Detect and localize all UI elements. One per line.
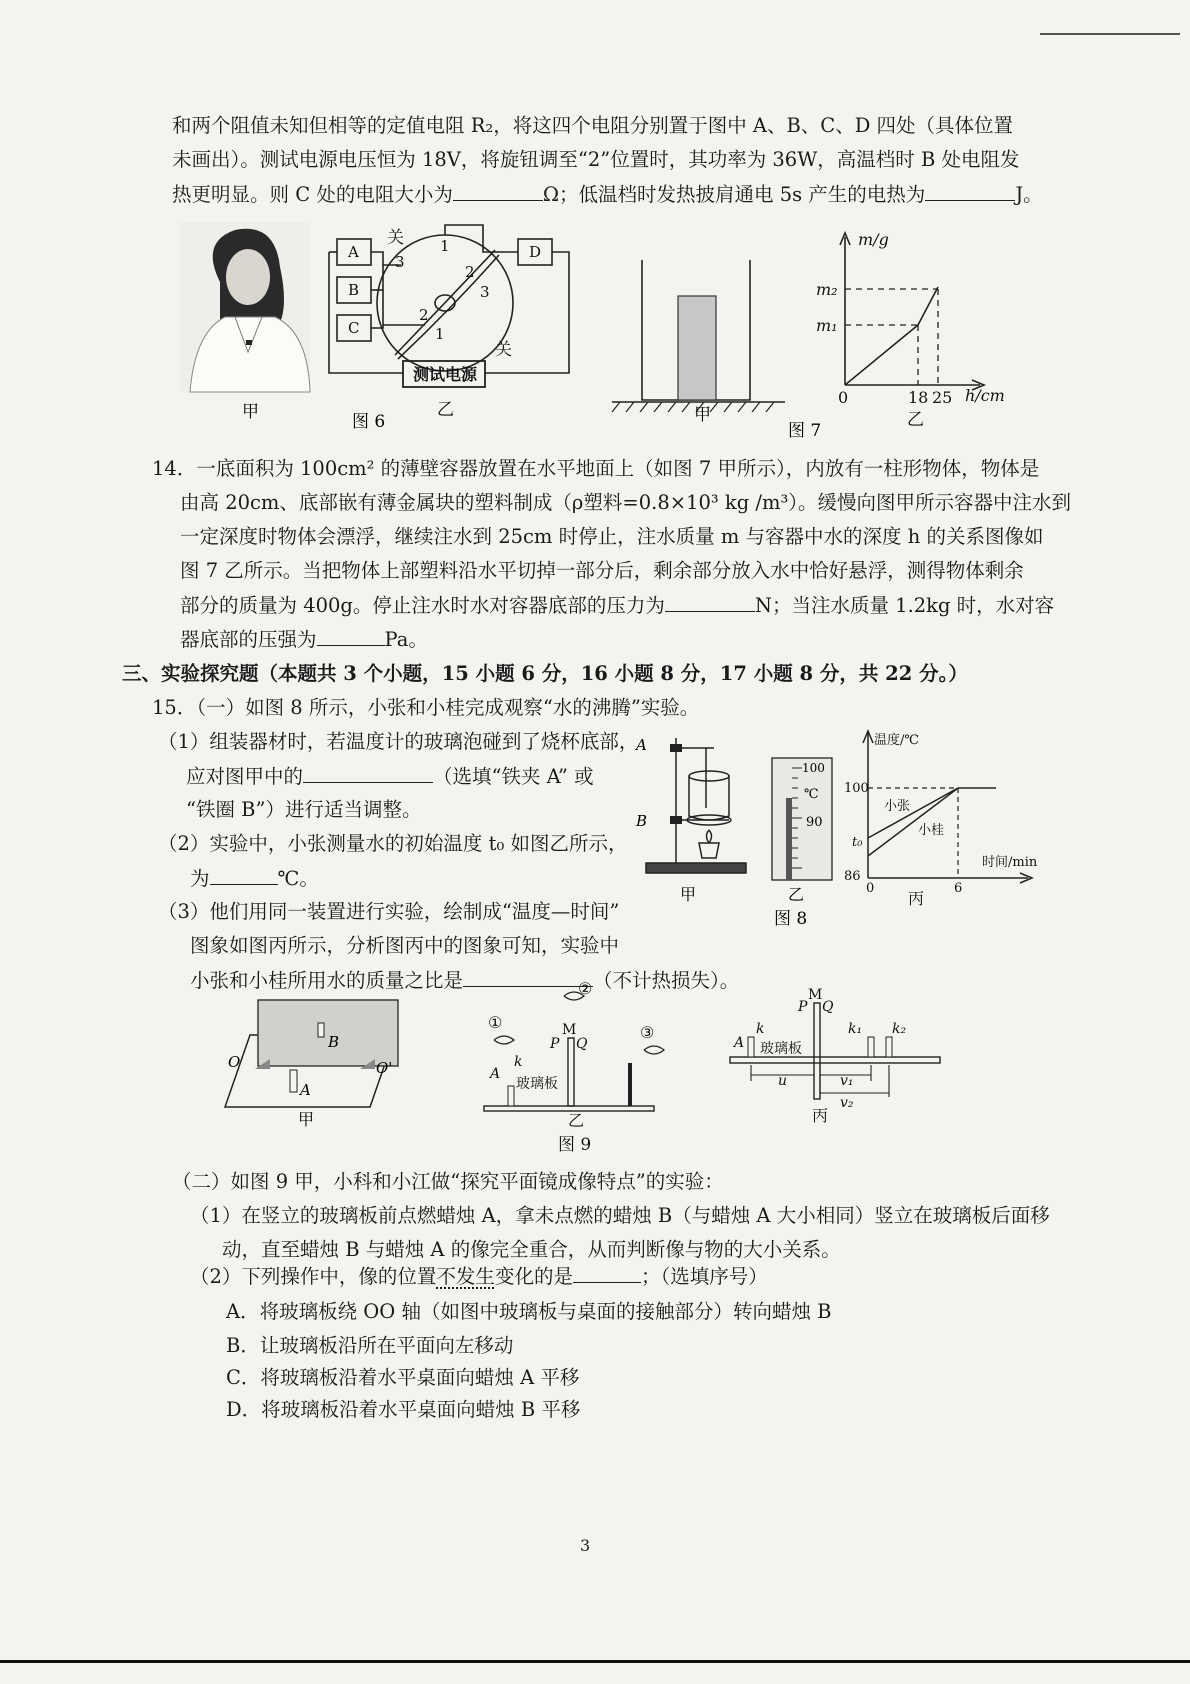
candle-k-bing: k	[756, 1021, 765, 1037]
thermo-90: 90	[806, 815, 823, 830]
x-axis-label: h/cm	[965, 386, 1005, 405]
q14-line5-b: N；当注水质量 1.2kg 时，水对容	[754, 594, 1055, 617]
answer-blank-clamp[interactable]	[303, 762, 433, 783]
fig7-caption: 图 7	[788, 421, 822, 441]
ring-b-label: B	[636, 812, 648, 830]
candle-a-label: A	[300, 1081, 311, 1099]
label-xiaozhang: 小张	[884, 799, 911, 814]
section-3-heading: 三、实验探究题（本题共 3 个小题，15 小题 6 分，16 小题 8 分，17 小题 8 分，共 22 分。）	[122, 662, 968, 685]
temp-axis-label: 温度/℃	[874, 733, 919, 748]
series-zhang	[868, 788, 958, 838]
y-tick-100: 100	[844, 781, 869, 796]
answer-blank-initial-temp[interactable]	[210, 864, 278, 885]
q14-line1: 14．一底面积为 100cm² 的薄壁容器放置在水平地面上（如图 7 甲所示），内放有一柱形物体，物体是	[152, 457, 1040, 480]
mirror-p: P	[550, 1036, 560, 1052]
mirror-p-bing: P	[798, 999, 808, 1015]
cylinder-object	[678, 296, 716, 400]
mirror-m-bing: M	[808, 987, 823, 1003]
figure-6-yi-circuit	[325, 225, 585, 425]
q14-line6-a: 器底部的压强为	[180, 628, 317, 651]
q15b-p2-b: 变化的是	[494, 1265, 573, 1288]
candle-k2: k₂	[892, 1021, 907, 1037]
q15-p2-line1: （2）实验中，小张测量水的初始温度 t₀ 如图乙所示，	[158, 832, 628, 855]
mirror-q: Q	[576, 1036, 588, 1052]
eye-position-1: ①	[488, 1013, 503, 1032]
box-label-d: D	[529, 243, 542, 261]
axis-o-prime: O'	[376, 1059, 393, 1077]
box-label-c: C	[348, 319, 360, 337]
top-rule	[1040, 33, 1180, 35]
q15-p3-line3-a: 小张和小桂所用水的质量之比是	[190, 969, 464, 992]
pos-1-top: 1	[440, 237, 450, 255]
mass-depth-line	[845, 287, 938, 385]
option-d[interactable]: D．将玻璃板沿着水平桌面向蜡烛 B 平移	[226, 1398, 581, 1421]
figure-8-yi-thermometer	[762, 758, 842, 938]
glass-label-yi: 玻璃板	[516, 1076, 558, 1092]
q14-line4: 图 7 乙所示。当把物体上部塑料沿水平切掉一部分后，剩余部分放入水中恰好悬浮，测得物体剩余	[180, 559, 1024, 582]
y-tick-m2: m₂	[816, 280, 838, 299]
fig9-sub-jia: 甲	[298, 1110, 315, 1129]
x-tick-18: 18	[908, 388, 929, 407]
q14-line3: 一定深度时物体会漂浮，继续注水到 25cm 时停止，注水质量 m 与容器中水的深度 h 的关系图像如	[180, 525, 1044, 548]
candle-b-label: B	[328, 1033, 340, 1051]
q15-p1-line2	[186, 762, 594, 791]
mirror-q-bing: Q	[822, 999, 834, 1015]
q15-intro: 15．（一）如图 8 所示，小张和小桂完成观察“水的沸腾”实验。	[152, 696, 700, 719]
pos-2-bottom: 2	[419, 306, 429, 324]
q15-p2-line2	[190, 864, 319, 893]
box-label-b: B	[348, 281, 360, 299]
q13-line3-a: 热更明显。则 C 处的电阻大小为	[172, 183, 453, 206]
x-tick-0: 0	[866, 881, 875, 896]
series-gui	[868, 788, 958, 856]
candle-k1: k₁	[848, 1021, 863, 1037]
q15b-p2-c: ；（选填序号）	[640, 1265, 768, 1288]
q15b-p2	[190, 1262, 768, 1291]
q15b-p2-emphasis: 不发生	[436, 1265, 495, 1288]
q13-line3-b: Ω；低温档时发热披肩通电 5s 产生的电热为	[542, 183, 926, 206]
fig9-caption: 图 9	[558, 1135, 592, 1155]
answer-blank-pressure[interactable]	[317, 625, 385, 646]
fig6-caption: 图 6	[352, 412, 386, 432]
fig8-sub-bing: 丙	[908, 889, 925, 908]
q15-p1-line2-a: 应对图甲中的	[186, 765, 304, 788]
figure-9-yi	[480, 978, 700, 1153]
q15-p1-line3: “铁圈 B”）进行适当调整。	[186, 798, 422, 821]
q15-p3-line3-b: （不计热损失）。	[593, 969, 740, 992]
q14-line6	[180, 625, 428, 654]
y-tick-m1: m₁	[816, 316, 838, 335]
figure-9-jia	[220, 995, 420, 1135]
eye-position-3: ③	[640, 1023, 655, 1042]
fig9-sub-bing: 丙	[812, 1106, 829, 1125]
answer-blank-c-resistance[interactable]	[453, 180, 543, 201]
axis-o: O	[228, 1053, 241, 1071]
fig9-sub-yi: 乙	[568, 1111, 585, 1130]
q15-p2-line2-a: 为	[190, 867, 210, 890]
thermo-unit: ℃	[804, 787, 819, 802]
q14-line5	[180, 591, 1054, 620]
distance-u: u	[778, 1073, 788, 1089]
q14-line2: 由高 20cm、底部嵌有薄金属块的塑料制成（ρ塑料=0.8×10³ kg /m³）。缓慢向图甲所示容器中注水到	[180, 491, 1072, 514]
q15-p3-line2: 图象如图丙所示，分析图丙中的图象可知，实验中	[190, 934, 620, 957]
x-tick-6: 6	[954, 881, 963, 896]
bottom-rule	[0, 1660, 1190, 1663]
x-tick-0: 0	[838, 388, 849, 407]
answer-blank-option[interactable]	[573, 1262, 641, 1283]
figure-9-bing	[728, 985, 948, 1125]
pos-3-left: 3	[395, 253, 405, 271]
q13-line3	[172, 180, 1043, 209]
switch-off-bottom: 关	[495, 340, 512, 360]
label-xiaogui: 小桂	[918, 823, 945, 838]
x-tick-25: 25	[932, 388, 953, 407]
fig6-sub-yi: 乙	[437, 400, 454, 420]
candle-a-bing: A	[734, 1035, 745, 1051]
q15b-p1-line2: 动，直至蜡烛 B 与蜡烛 A 的像完全重合，从而判断像与物的大小关系。	[222, 1238, 841, 1261]
fig8-sub-jia: 甲	[680, 885, 697, 904]
fig7-sub-jia: 甲	[694, 405, 711, 425]
figure-7-jia-container	[610, 240, 822, 460]
y-tick-t0: t₀	[852, 835, 863, 850]
test-power-label: 测试电源	[413, 365, 478, 384]
q14-line5-a: 部分的质量为 400g。停止注水时水对容器底部的压力为	[180, 594, 665, 617]
page-number: 3	[580, 1536, 591, 1555]
y-axis-label: m/g	[858, 230, 889, 249]
clamp-a-label: A	[636, 736, 647, 754]
fig6-sub-jia: 甲	[242, 402, 259, 422]
option-c[interactable]: C．将玻璃板沿着水平桌面向蜡烛 A 平移	[226, 1366, 580, 1389]
q15-p1-line2-b: （选填“铁夹 A” 或	[433, 765, 594, 788]
y-tick-86: 86	[844, 869, 861, 884]
q15b-p2-a: （2）下列操作中，像的位置	[190, 1265, 437, 1288]
q15-p3-line1: （3）他们用同一装置进行实验，绘制成“温度—时间”	[158, 900, 620, 923]
thermo-100: 100	[802, 761, 825, 775]
fig7-sub-yi: 乙	[907, 410, 924, 430]
eye-icon-1	[494, 1036, 514, 1044]
pos-2-top: 2	[465, 263, 475, 281]
q13-line3-c: J。	[1015, 183, 1043, 206]
time-axis-label: 时间/min	[982, 855, 1038, 870]
candle-k: k	[514, 1054, 523, 1070]
candle-a: A	[490, 1066, 501, 1082]
person-photo	[180, 222, 310, 392]
q13-line1: 和两个阻值未知但相等的定值电阻 R₂，将这四个电阻分别置于图中 A、B、C、D 四处（具体位置	[172, 114, 1014, 137]
q15-p2-line2-b: ℃。	[277, 867, 319, 890]
figure-8-bing-graph	[844, 728, 1048, 908]
answer-blank-pressure-force[interactable]	[665, 591, 755, 612]
q15b-intro: （二）如图 9 甲，小科和小江做“探究平面镜成像特点”的实验：	[172, 1170, 724, 1193]
pos-3-right: 3	[480, 283, 490, 301]
option-a[interactable]: A．将玻璃板绕 OO 轴（如图中玻璃板与桌面的接触部分）转向蜡烛 B	[226, 1300, 832, 1323]
q15b-p1-line1: （1）在竖立的玻璃板前点燃蜡烛 A，拿未点燃的蜡烛 B（与蜡烛 A 大小相同）竖立在玻璃板后面移	[190, 1204, 1050, 1227]
figure-7-yi-graph	[810, 225, 1030, 435]
q13-line2: 未画出）。测试电源电压恒为 18V，将旋钮调至“2”位置时，其功率为 36W，高温档时 B 处电阻发	[172, 148, 1020, 171]
mirror-m: M	[562, 1022, 577, 1038]
fig8-caption: 图 8	[774, 909, 808, 929]
distance-v2: v₂	[840, 1095, 854, 1111]
eye-icon-3	[644, 1046, 664, 1054]
box-label-a: A	[348, 243, 359, 261]
distance-v1: v₁	[840, 1073, 854, 1089]
q15-p1-line1: （1）组装器材时，若温度计的玻璃泡碰到了烧杯底部，	[158, 730, 639, 753]
option-b[interactable]: B．让玻璃板沿所在平面向左移动	[226, 1334, 514, 1357]
q14-line6-b: Pa。	[384, 628, 428, 651]
switch-off-top: 关	[387, 228, 404, 248]
glass-label-bing: 玻璃板	[760, 1041, 802, 1057]
pos-1-bottom: 1	[435, 325, 445, 343]
figure-8-jia-apparatus	[634, 728, 754, 908]
fig8-sub-yi: 乙	[788, 885, 805, 904]
eye-position-2: ②	[578, 979, 593, 998]
answer-blank-heat[interactable]	[925, 180, 1015, 201]
